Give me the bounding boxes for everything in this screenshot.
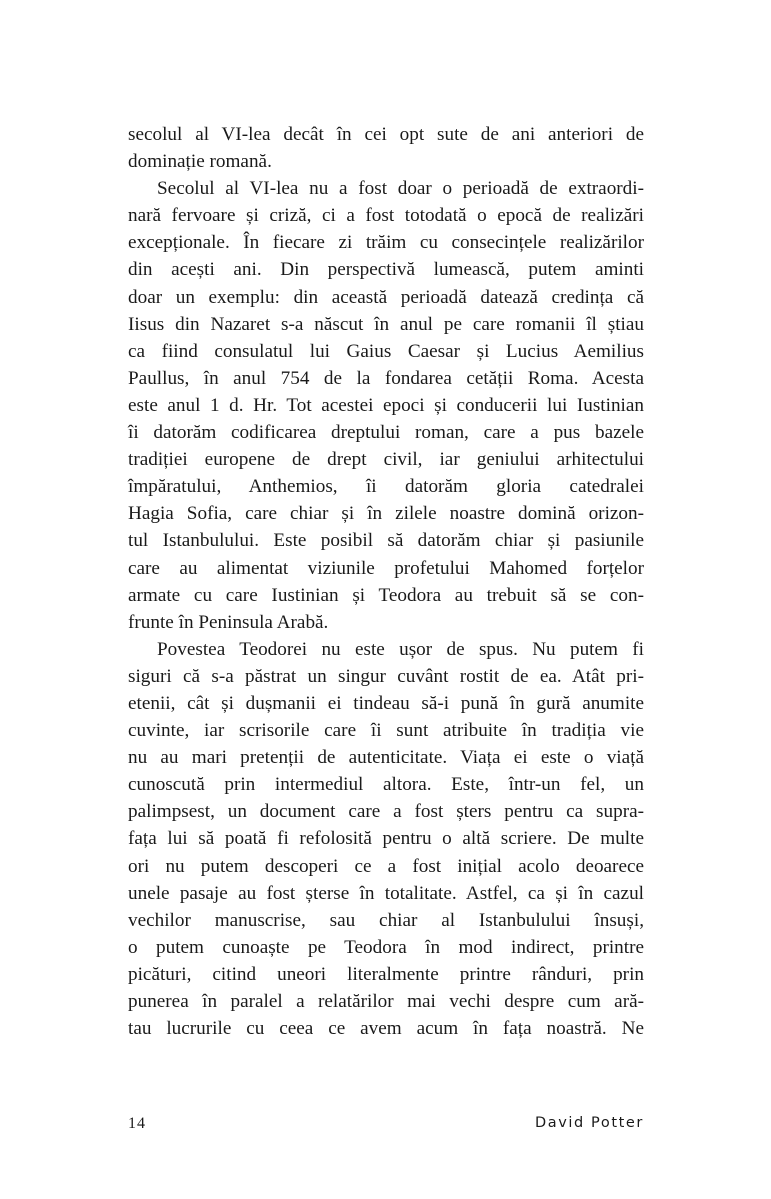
text-line: cuvinte, iar scrisorile care îi sunt atribuite în tradiția vie: [128, 720, 644, 742]
text-line: nară fervoare și criză, ci a fost totodată o epocă de realizări: [128, 205, 644, 227]
text-line: Povestea Teodorei nu este ușor de spus. Nu putem fi: [157, 638, 644, 660]
text-line: nu au mari pretenții de autenticitate. Viața ei este o viață: [128, 747, 644, 769]
text-line: dominație romană.: [128, 151, 272, 173]
text-line: o putem cunoaște pe Teodora în mod indirect, printre: [128, 936, 644, 958]
text-line: îi datorăm codificarea dreptului roman, care a pus bazele: [128, 422, 644, 444]
text-line: secolul al VI-lea decât în cei opt sute de ani anteriori de: [128, 124, 644, 145]
page-footer: [128, 1113, 644, 1137]
text-line: vechilor manuscrise, sau chiar al Istanbulului însuși,: [128, 909, 644, 931]
text-line: fața lui să poată fi refolosită pentru o altă scriere. De multe: [128, 828, 644, 850]
text-line: ori nu putem descoperi ce a fost inițial acolo deoarece: [128, 855, 644, 877]
running-footer-author: David Potter: [534, 1115, 644, 1131]
page-body: [128, 121, 644, 1042]
paragraph-3: [128, 636, 644, 1042]
paragraph-1: [128, 121, 644, 175]
text-line: frunte în Peninsula Arabă.: [128, 611, 329, 633]
text-line: doar un exemplu: din această perioadă datează credința că: [128, 286, 644, 308]
page-number: 14: [128, 1115, 146, 1132]
text-line: unele pasaje au fost șterse în totalitate. Astfel, ca și în cazul: [128, 882, 644, 904]
text-line: picături, citind uneori literalmente printre rânduri, prin: [128, 963, 644, 985]
text-line: tau lucrurile cu ceea ce avem acum în fața noastră. Ne: [128, 1018, 644, 1040]
text-line: Paullus, în anul 754 de la fondarea cetății Roma. Acesta: [128, 367, 644, 389]
paragraph-2: [128, 175, 644, 636]
text-line: cunoscută prin intermediul altora. Este, într-un fel, un: [128, 774, 644, 796]
text-line: Hagia Sofia, care chiar și în zilele noastre domină orizon-: [128, 503, 644, 525]
text-line: Iisus din Nazaret s-a născut în anul pe care romanii îl știau: [128, 313, 644, 335]
text-line: tradiției europene de drept civil, iar geniului arhitectului: [128, 449, 644, 471]
text-line: siguri că s-a păstrat un singur cuvânt rostit de ea. Atât pri-: [128, 665, 644, 687]
text-line: ca fiind consulatul lui Gaius Caesar și Lucius Aemilius: [128, 340, 644, 362]
text-line: împăratului, Anthemios, îi datorăm gloria catedralei: [128, 476, 644, 498]
text-line: care au alimentat viziunile profetului Mahomed forțelor: [128, 557, 644, 579]
text-line: palimpsest, un document care a fost șters pentru ca supra-: [128, 801, 644, 823]
text-line: etenii, cât și dușmanii ei tindeau să-i pună în gură anumite: [128, 692, 644, 714]
text-line: este anul 1 d. Hr. Tot acestei epoci și conducerii lui Iustinian: [128, 394, 644, 416]
text-line: Secolul al VI-lea nu a fost doar o perioadă de extraordi-: [157, 178, 644, 200]
text-line: tul Istanbulului. Este posibil să datorăm chiar și pasiunile: [128, 530, 644, 552]
text-line: excepționale. În fiecare zi trăim cu consecințele realizărilor: [128, 232, 644, 254]
text-line: armate cu care Iustinian și Teodora au trebuit să se con-: [128, 584, 644, 606]
text-line: din acești ani. Din perspectivă lumească, putem aminti: [128, 259, 644, 281]
text-line: punerea în paralel a relatărilor mai vechi despre cum ară-: [128, 991, 644, 1012]
